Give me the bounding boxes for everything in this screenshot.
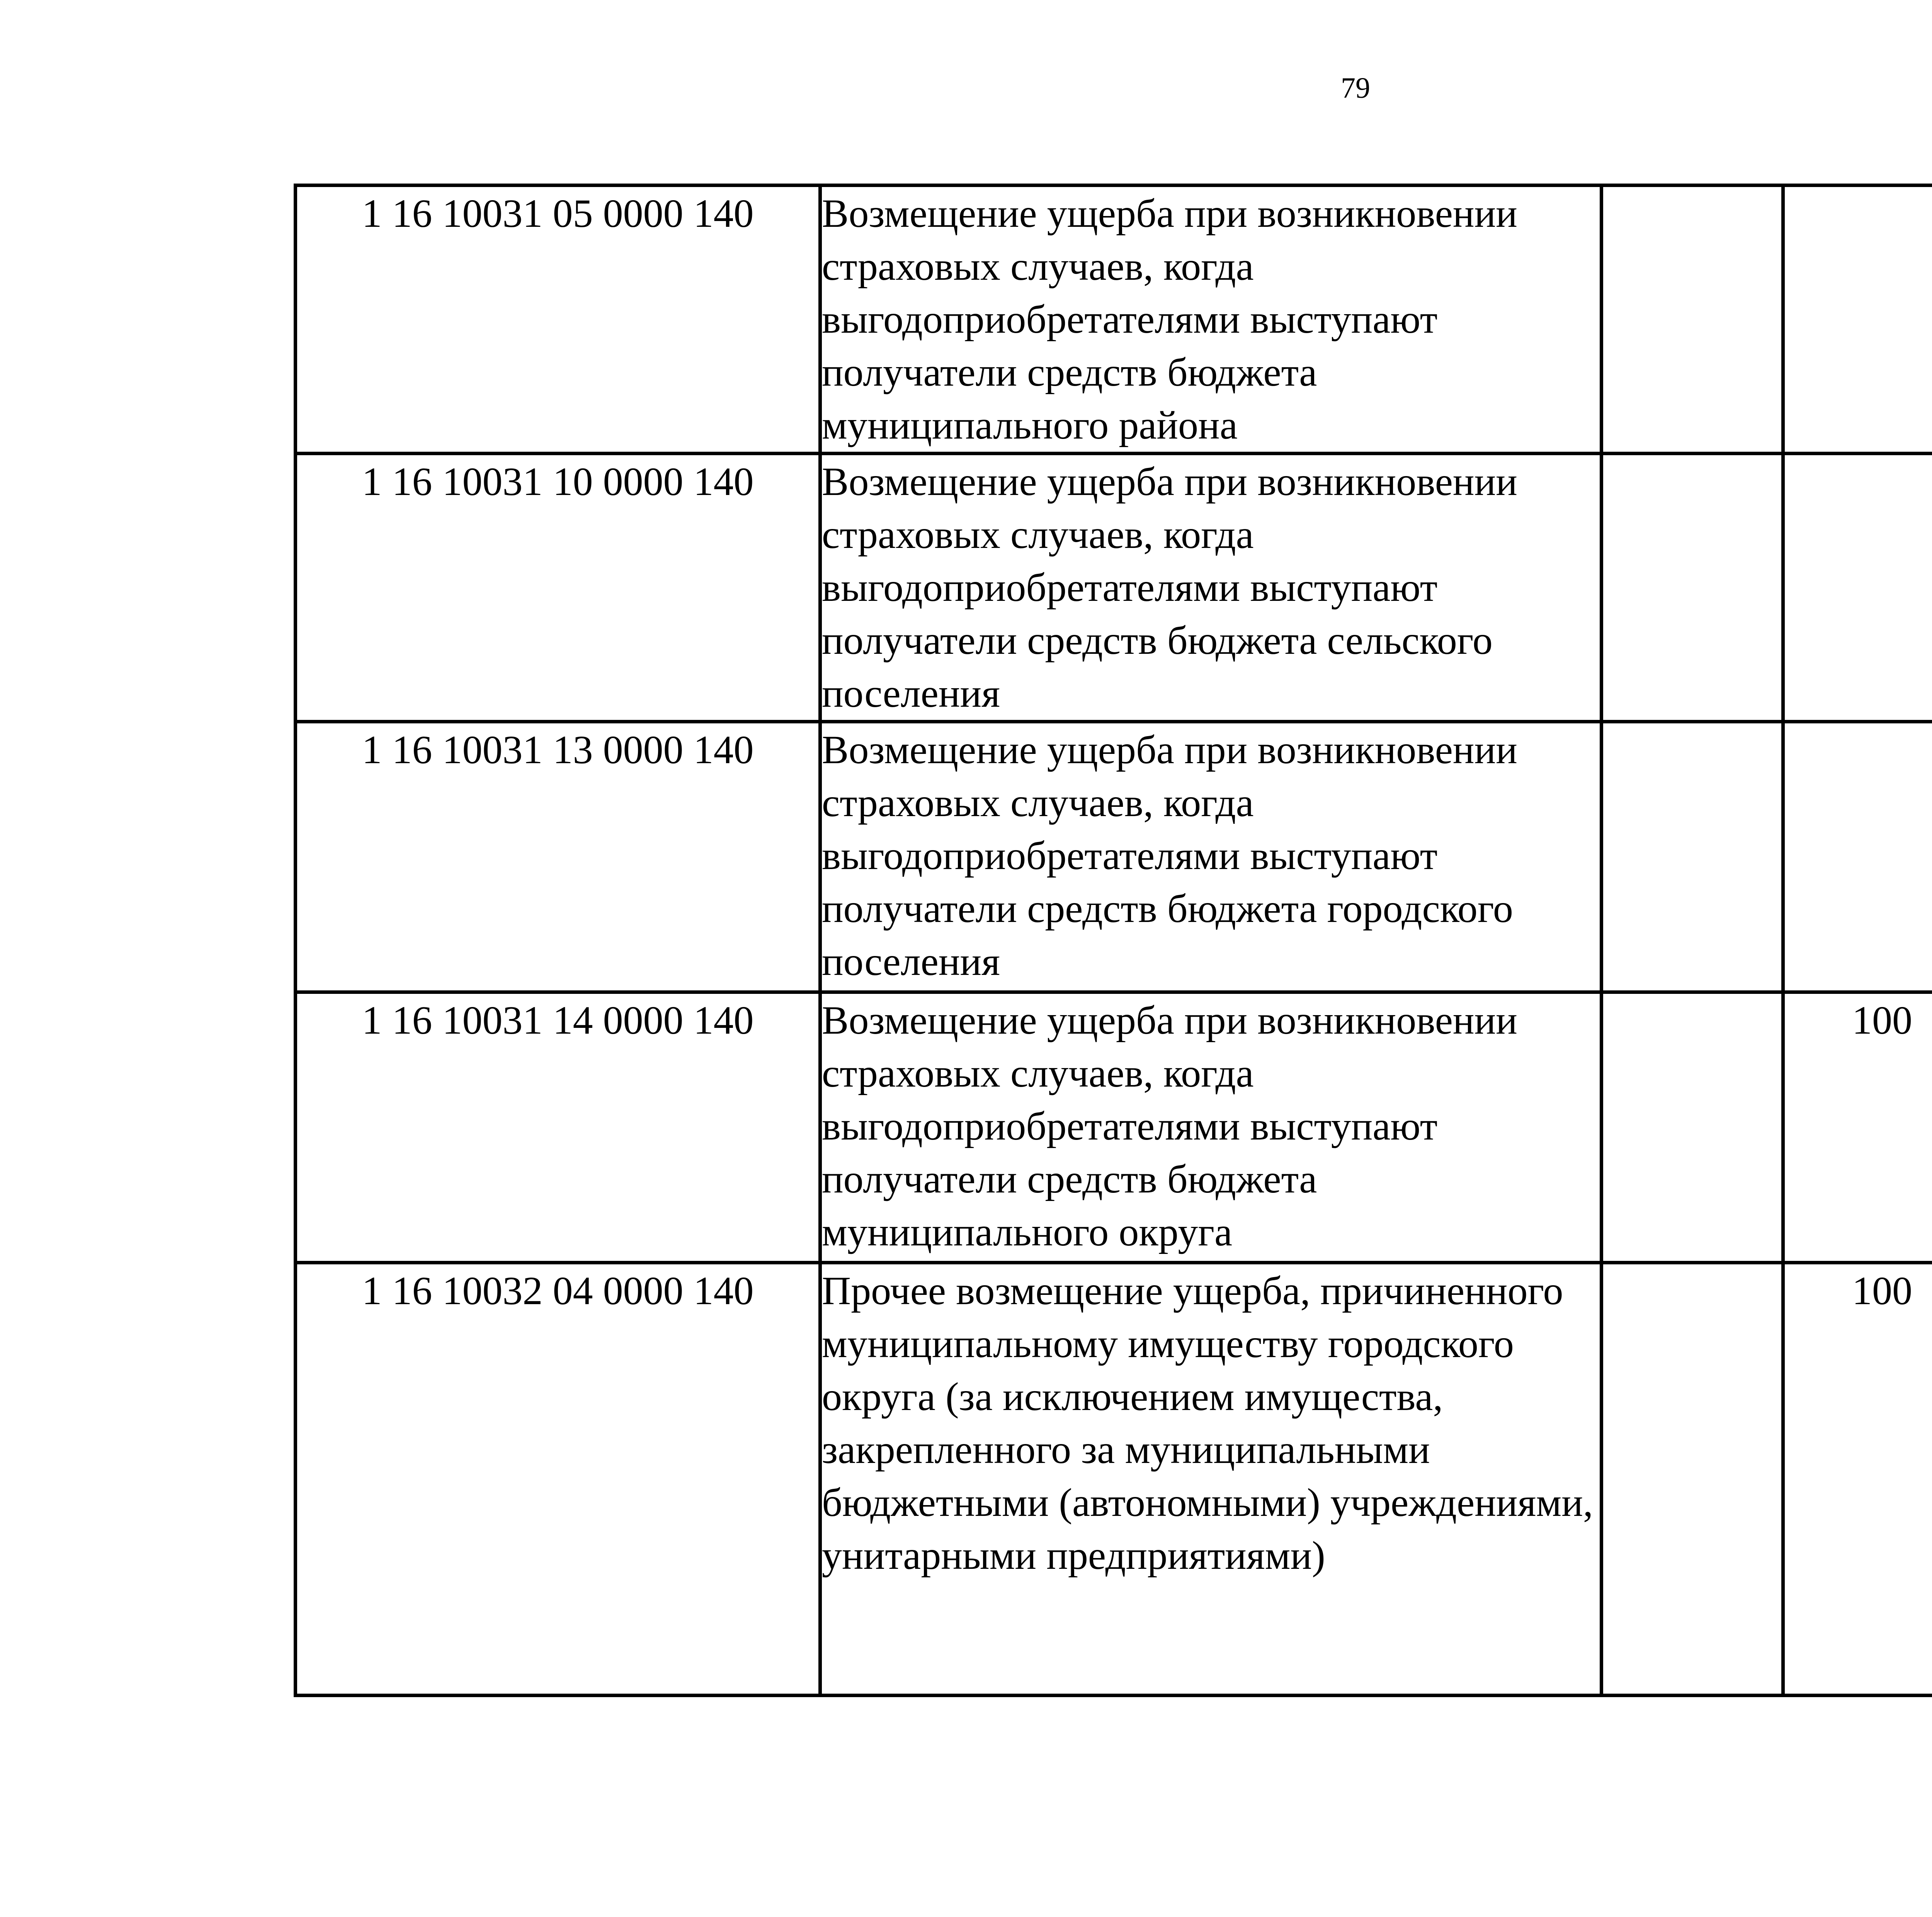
- value-cell: [1783, 454, 1932, 722]
- table-row: [296, 722, 1932, 992]
- description-cell: Возмещение ущерба при возникновении страховых случаев, когда выгодоприобретателями выступают получатели средств бюджета городского поселения: [820, 722, 1602, 992]
- description-cell: Возмещение ущерба при возникновении страховых случаев, когда выгодоприобретателями выступают получатели средств бюджета сельского поселения: [820, 454, 1602, 722]
- budget-code-cell: 1 16 10031 13 0000 140: [296, 722, 820, 992]
- value-cell: [1602, 722, 1783, 992]
- value-cell: [1783, 722, 1932, 992]
- description-cell: Прочее возмещение ущерба, причиненного муниципальному имуществу городского округа (за исключением имущества, закрепленного за муниципальными бюджетными (автономными) учреждениями, унитарными предприятиями): [820, 1263, 1602, 1696]
- value-cell: [1602, 992, 1783, 1263]
- description-cell: Возмещение ущерба при возникновении страховых случаев, когда выгодоприобретателями выступают получатели средств бюджета муниципального округа: [820, 992, 1602, 1263]
- table-row: [296, 992, 1932, 1263]
- value-cell: [1602, 1263, 1783, 1696]
- budget-code-cell: 1 16 10031 14 0000 140: [296, 992, 820, 1263]
- value-cell: [1602, 454, 1783, 722]
- page-number: 79: [1341, 72, 1370, 104]
- table-row: [296, 185, 1932, 454]
- table-row: [296, 454, 1932, 722]
- value-cell: 100: [1783, 1263, 1932, 1696]
- value-cell: [1783, 185, 1932, 454]
- budget-code-cell: 1 16 10031 05 0000 140: [296, 185, 820, 454]
- value-cell: [1602, 185, 1783, 454]
- value-cell: 100: [1783, 992, 1932, 1263]
- table-row: [296, 1263, 1932, 1696]
- budget-table: [294, 184, 1932, 1697]
- budget-code-cell: 1 16 10032 04 0000 140: [296, 1263, 820, 1696]
- description-cell: Возмещение ущерба при возникновении страховых случаев, когда выгодоприобретателями выступают получатели средств бюджета муниципального района: [820, 185, 1602, 454]
- budget-code-cell: 1 16 10031 10 0000 140: [296, 454, 820, 722]
